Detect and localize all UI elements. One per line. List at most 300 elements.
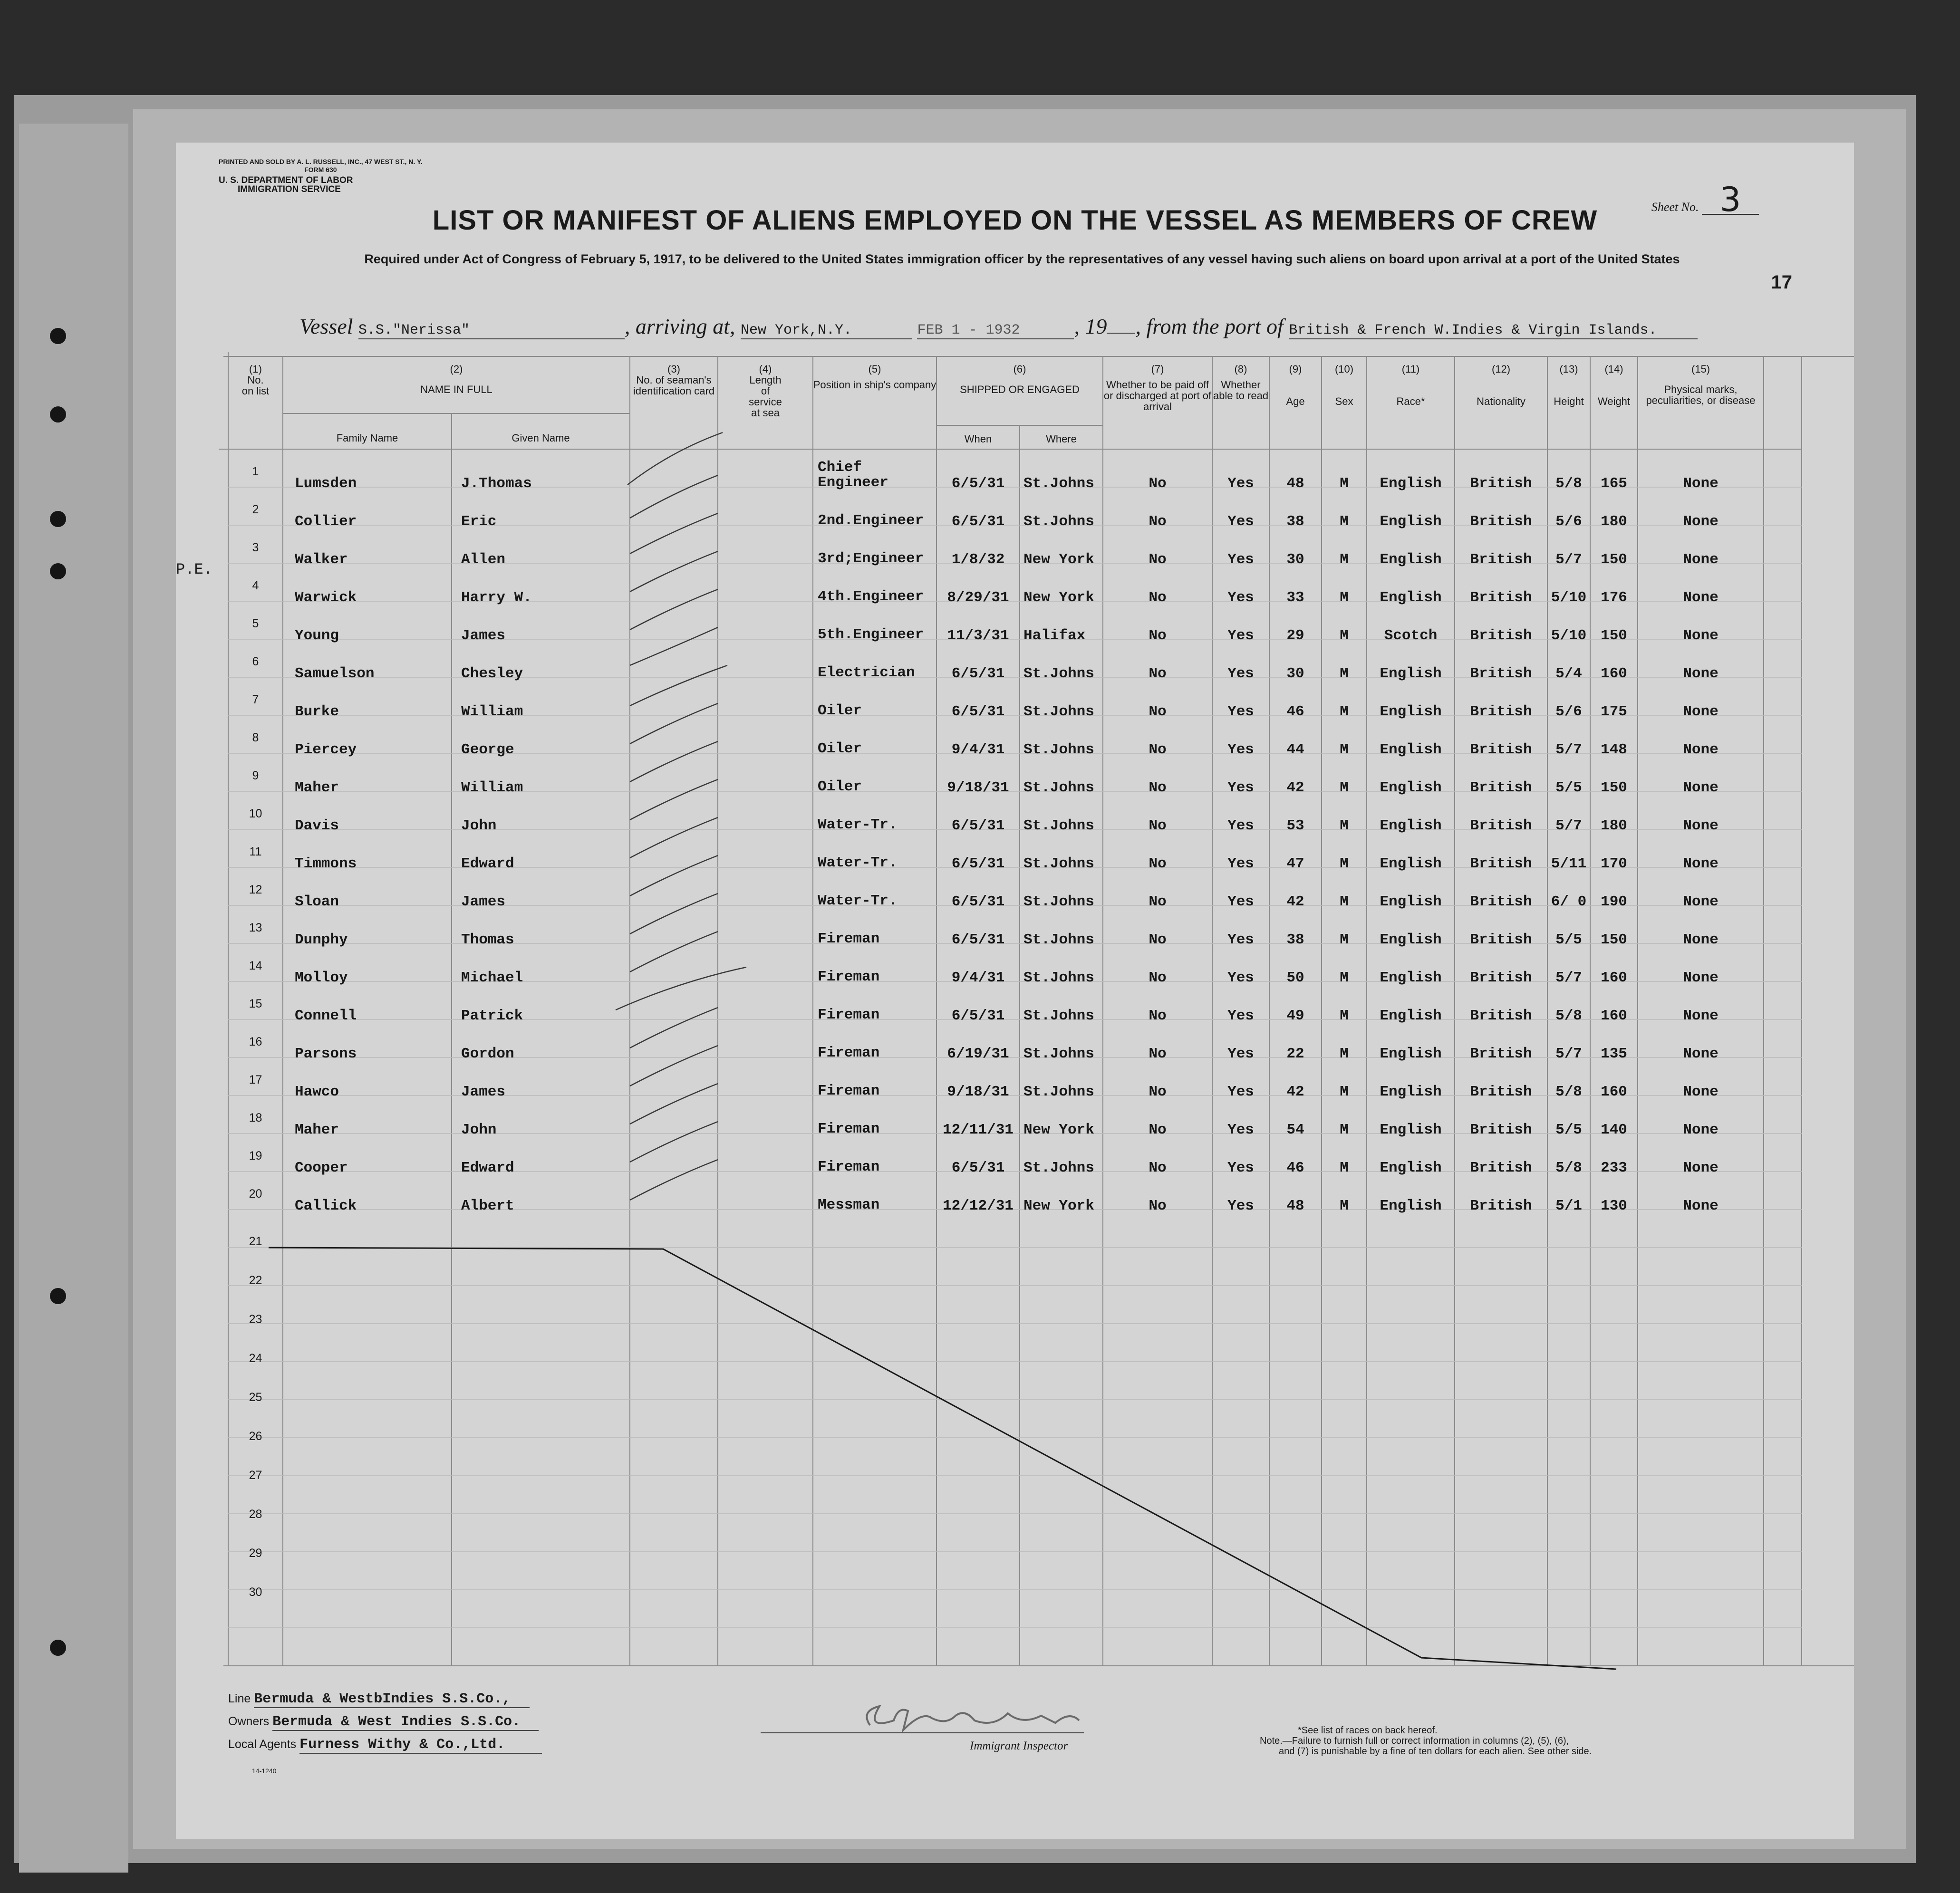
cell-where: St.Johns (1023, 817, 1094, 834)
cell-nationality: British (1470, 589, 1532, 606)
cell-marks: None (1683, 551, 1719, 568)
cell-marks: None (1683, 1084, 1719, 1100)
col11-num: (11) (1401, 363, 1420, 375)
cell-position: Water-Tr. (818, 817, 898, 833)
col15-label: Physical marks, peculiarities, or disease (1646, 384, 1756, 406)
cell-when: 6/5/31 (951, 513, 1005, 530)
cell-nationality: British (1470, 627, 1532, 644)
cell-race: English (1380, 779, 1442, 796)
cell-where: St.Johns (1023, 932, 1094, 948)
cell-age: 38 (1286, 932, 1304, 948)
cell-age: 42 (1286, 1084, 1304, 1100)
cell-read: Yes (1227, 932, 1254, 948)
cell-paid: No (1149, 741, 1167, 758)
cell-read: Yes (1227, 970, 1254, 986)
cell-nationality: British (1470, 779, 1532, 796)
cell-given: Gordon (461, 1046, 514, 1062)
col2-label: NAME IN FULL (420, 384, 492, 395)
cell-read: Yes (1227, 551, 1254, 568)
cell-paid: No (1149, 1198, 1167, 1214)
arrival-date-stamp: FEB 1 - 1932 (917, 322, 1074, 339)
cell-when: 6/5/31 (951, 932, 1005, 948)
cell-where: St.Johns (1023, 855, 1094, 872)
cell-family: Cooper (295, 1160, 348, 1176)
col12-num: (12) (1491, 363, 1511, 375)
cell-weight: 160 (1601, 1084, 1627, 1100)
cell-family: Collier (295, 513, 357, 530)
cell-nationality: British (1470, 932, 1532, 948)
service-name: IMMIGRATION SERVICE (238, 184, 341, 194)
cell-race: English (1380, 1046, 1442, 1062)
cell-weight: 160 (1601, 1008, 1627, 1024)
row-number: 1 (252, 465, 259, 478)
cell-height: 5/7 (1555, 817, 1582, 834)
footer-owners (228, 1714, 539, 1731)
cell-race: English (1380, 1198, 1442, 1214)
cell-race: English (1380, 741, 1442, 758)
cell-read: Yes (1227, 1046, 1254, 1062)
cell-where: Halifax (1023, 627, 1086, 644)
cell-age: 33 (1286, 589, 1304, 606)
row-number: 29 (249, 1547, 262, 1560)
agents-value: Furness Withy & Co.,Ltd. (299, 1737, 542, 1754)
row-number: 27 (249, 1469, 262, 1482)
col15-header (1638, 364, 1764, 406)
cell-where: St.Johns (1023, 475, 1094, 492)
cell-age: 49 (1286, 1008, 1304, 1024)
binder-hole (50, 511, 66, 527)
cell-weight: 160 (1601, 665, 1627, 682)
col4-label: Length of service at sea (749, 374, 782, 419)
cell-position: Fireman (818, 931, 880, 947)
cell-given: William (461, 703, 523, 720)
cell-marks: None (1683, 1008, 1719, 1024)
cell-read: Yes (1227, 475, 1254, 492)
cell-race: English (1380, 665, 1442, 682)
cell-when: 6/5/31 (951, 1008, 1005, 1024)
cell-nationality: British (1470, 1084, 1532, 1100)
where-header: Where (1046, 433, 1077, 445)
cell-race: English (1380, 894, 1442, 910)
cell-where: St.Johns (1023, 741, 1094, 758)
from-label: , from the port of (1135, 314, 1284, 338)
binder-strip (19, 124, 128, 1873)
cell-marks: None (1683, 665, 1719, 682)
col6-label: SHIPPED OR ENGAGED (960, 384, 1080, 395)
cell-marks: None (1683, 475, 1719, 492)
cell-position: Oiler (818, 740, 862, 757)
cell-sex: M (1340, 1084, 1349, 1100)
cell-paid: No (1149, 1122, 1167, 1138)
cell-height: 5/7 (1555, 1046, 1582, 1062)
col9-num: (9) (1289, 363, 1302, 375)
row-number: 10 (249, 807, 262, 820)
cell-race: English (1380, 1008, 1442, 1024)
cell-read: Yes (1227, 894, 1254, 910)
cell-height: 5/4 (1555, 665, 1582, 682)
row-number: 2 (252, 503, 259, 516)
col14-num: (14) (1604, 363, 1623, 375)
cell-sex: M (1340, 1198, 1349, 1214)
cell-height: 6/ 0 (1551, 894, 1587, 910)
form-code: 14-1240 (252, 1767, 277, 1775)
cell-race: English (1380, 932, 1442, 948)
cell-when: 6/5/31 (951, 817, 1005, 834)
cell-age: 42 (1286, 779, 1304, 796)
cell-weight: 190 (1601, 894, 1627, 910)
document-title: LIST OR MANIFEST OF ALIENS EMPLOYED ON THE VESSEL AS MEMBERS OF CREW (432, 205, 1598, 236)
cell-race: English (1380, 1160, 1442, 1176)
cell-read: Yes (1227, 703, 1254, 720)
cell-weight: 160 (1601, 970, 1627, 986)
col8-label: Whether able to read (1213, 379, 1269, 402)
cell-age: 42 (1286, 894, 1304, 910)
cell-paid: No (1149, 970, 1167, 986)
cell-marks: None (1683, 1160, 1719, 1176)
cell-marks: None (1683, 513, 1719, 530)
cell-when: 12/12/31 (943, 1198, 1014, 1214)
cell-sex: M (1340, 894, 1349, 910)
cell-read: Yes (1227, 1084, 1254, 1100)
cell-read: Yes (1227, 855, 1254, 872)
cell-height: 5/5 (1555, 932, 1582, 948)
cell-when: 12/11/31 (943, 1122, 1014, 1138)
binder-hole (50, 1640, 66, 1656)
cell-when: 8/29/31 (947, 589, 1009, 606)
row-number: 8 (252, 731, 259, 744)
cell-given: Edward (461, 1160, 514, 1176)
cell-when: 9/18/31 (947, 1084, 1009, 1100)
binder-hole (50, 563, 66, 579)
cell-sex: M (1340, 551, 1349, 568)
cell-family: Hawco (295, 1084, 339, 1100)
cell-marks: None (1683, 741, 1719, 758)
col10-label: Sex (1335, 395, 1353, 407)
cell-age: 46 (1286, 703, 1304, 720)
cell-position: 3rd;Engineer (818, 550, 924, 567)
col5-num: (5) (868, 363, 881, 375)
department-name: U. S. DEPARTMENT OF LABOR (219, 175, 353, 185)
cell-given: James (461, 627, 506, 644)
cell-sex: M (1340, 741, 1349, 758)
cell-age: 30 (1286, 551, 1304, 568)
col14-label: Weight (1597, 395, 1631, 407)
cell-marks: None (1683, 589, 1719, 606)
cell-read: Yes (1227, 1198, 1254, 1214)
cell-where: New York (1023, 1198, 1094, 1214)
row-number: 18 (249, 1111, 262, 1124)
row-number: 6 (252, 655, 259, 668)
col6-num: (6) (1013, 363, 1026, 375)
col11-label: Race* (1396, 395, 1425, 407)
margin-mark: P.E. (176, 561, 212, 578)
col13-num: (13) (1559, 363, 1578, 375)
cell-height: 5/10 (1551, 589, 1587, 606)
binder-hole (50, 1288, 66, 1304)
cell-paid: No (1149, 703, 1167, 720)
cell-where: New York (1023, 551, 1094, 568)
cell-where: New York (1023, 1122, 1094, 1138)
cell-height: 5/5 (1555, 779, 1582, 796)
cell-sex: M (1340, 855, 1349, 872)
cell-weight: 130 (1601, 1198, 1627, 1214)
cell-paid: No (1149, 1008, 1167, 1024)
cell-age: 44 (1286, 741, 1304, 758)
cell-height: 5/10 (1551, 627, 1587, 644)
races-note: *See list of races on back hereof. (1298, 1725, 1438, 1736)
cell-paid: No (1149, 627, 1167, 644)
cell-when: 6/5/31 (951, 703, 1005, 720)
cell-height: 5/11 (1551, 855, 1587, 872)
cancellation-line (269, 1248, 1616, 1669)
col10-header (1322, 364, 1367, 407)
cell-when: 6/5/31 (951, 894, 1005, 910)
cell-where: St.Johns (1023, 1160, 1094, 1176)
cell-age: 54 (1286, 1122, 1304, 1138)
cell-age: 46 (1286, 1160, 1304, 1176)
cell-given: Eric (461, 513, 497, 530)
cell-marks: None (1683, 855, 1719, 872)
row-number: 23 (249, 1313, 262, 1326)
cell-weight: 150 (1601, 932, 1627, 948)
cell-paid: No (1149, 894, 1167, 910)
cell-marks: None (1683, 1122, 1719, 1138)
cell-nationality: British (1470, 1198, 1532, 1214)
col14-header (1590, 364, 1638, 407)
family-name-header: Family Name (336, 432, 398, 444)
cell-age: 38 (1286, 513, 1304, 530)
cell-where: St.Johns (1023, 894, 1094, 910)
inspector-label: Immigrant Inspector (970, 1739, 1068, 1752)
cell-family: Sloan (295, 894, 339, 910)
col15-num: (15) (1691, 363, 1710, 375)
col2-header (283, 364, 630, 395)
binder-hole (50, 406, 66, 423)
cell-sex: M (1340, 703, 1349, 720)
cell-family: Young (295, 627, 339, 644)
row-number: 13 (249, 921, 262, 934)
cell-marks: None (1683, 1198, 1719, 1214)
footer-line (228, 1691, 530, 1708)
cell-nationality: British (1470, 894, 1532, 910)
sheet-value: 3 (1702, 185, 1759, 215)
row-number: 17 (249, 1073, 262, 1086)
cell-family: Maher (295, 1122, 339, 1138)
when-header: When (964, 433, 992, 445)
cell-given: Albert (461, 1198, 514, 1214)
cell-nationality: British (1470, 551, 1532, 568)
col7-header (1103, 364, 1212, 412)
cell-position: Fireman (818, 1159, 880, 1175)
cell-paid: No (1149, 855, 1167, 872)
line-value: Bermuda & WestbIndies S.S.Co., (254, 1691, 530, 1708)
cell-nationality: British (1470, 855, 1532, 872)
cell-nationality: British (1470, 513, 1532, 530)
cell-height: 5/8 (1555, 475, 1582, 492)
cell-height: 5/6 (1555, 703, 1582, 720)
cell-read: Yes (1227, 665, 1254, 682)
col10-num: (10) (1334, 363, 1354, 375)
cell-nationality: British (1470, 1046, 1532, 1062)
row-number: 11 (249, 845, 262, 858)
vessel-label: Vessel (299, 314, 353, 338)
cell-given: John (461, 817, 497, 834)
cell-weight: 150 (1601, 551, 1627, 568)
cell-paid: No (1149, 932, 1167, 948)
cell-race: Scotch (1384, 627, 1438, 644)
identification-check-marks (616, 432, 746, 1200)
col12-label: Nationality (1477, 395, 1526, 407)
col1-header (228, 364, 283, 396)
cell-race: English (1380, 513, 1442, 530)
row-number: 15 (249, 997, 262, 1010)
row-number: 16 (249, 1035, 262, 1048)
cell-given: Thomas (461, 932, 514, 948)
cell-family: Dunphy (295, 932, 348, 948)
cell-where: St.Johns (1023, 665, 1094, 682)
cell-read: Yes (1227, 779, 1254, 796)
cell-family: Timmons (295, 855, 357, 872)
cell-given: Allen (461, 551, 506, 568)
cell-height: 5/5 (1555, 1122, 1582, 1138)
cell-where: St.Johns (1023, 513, 1094, 530)
cell-position: 5th.Engineer (818, 626, 924, 643)
col9-label: Age (1286, 395, 1305, 407)
row-number: 22 (249, 1274, 262, 1287)
cell-race: English (1380, 551, 1442, 568)
cell-race: English (1380, 589, 1442, 606)
cell-read: Yes (1227, 741, 1254, 758)
cell-position: 4th.Engineer (818, 588, 924, 605)
arrival-port: New York,N.Y. (741, 322, 912, 339)
cell-paid: No (1149, 665, 1167, 682)
col13-label: Height (1554, 395, 1584, 407)
cell-sex: M (1340, 817, 1349, 834)
cell-when: 11/3/31 (947, 627, 1009, 644)
col7-num: (7) (1151, 363, 1164, 375)
col12-header (1455, 364, 1547, 407)
cell-read: Yes (1227, 513, 1254, 530)
cell-nationality: British (1470, 475, 1532, 492)
footer-agents (228, 1737, 542, 1754)
cell-paid: No (1149, 1084, 1167, 1100)
cell-given: James (461, 1084, 506, 1100)
cell-when: 9/4/31 (951, 970, 1005, 986)
cell-given: George (461, 741, 514, 758)
row-number: 5 (252, 617, 259, 630)
cell-weight: 180 (1601, 817, 1627, 834)
cell-sex: M (1340, 1160, 1349, 1176)
cell-position: Oiler (818, 778, 862, 795)
cell-given: Michael (461, 970, 523, 986)
cell-paid: No (1149, 513, 1167, 530)
cell-when: 9/18/31 (947, 779, 1009, 796)
cell-position: Fireman (818, 1121, 880, 1137)
cell-family: Walker (295, 551, 348, 568)
printer-line: PRINTED AND SOLD BY A. L. RUSSELL, INC., 47 WEST ST., N. Y. (219, 158, 423, 165)
cell-race: English (1380, 475, 1442, 492)
cell-paid: No (1149, 1046, 1167, 1062)
col3-label: No. of seaman's identification card (633, 374, 715, 397)
cell-marks: None (1683, 1046, 1719, 1062)
cell-when: 6/19/31 (947, 1046, 1009, 1062)
cell-height: 5/6 (1555, 513, 1582, 530)
row-number: 20 (249, 1187, 262, 1201)
cell-position: Fireman (818, 969, 880, 985)
cell-read: Yes (1227, 1122, 1254, 1138)
cell-position: Fireman (818, 1007, 880, 1023)
cell-weight: 180 (1601, 513, 1627, 530)
cell-nationality: British (1470, 1122, 1532, 1138)
cell-marks: None (1683, 627, 1719, 644)
cell-given: Chesley (461, 665, 523, 682)
cell-nationality: British (1470, 741, 1532, 758)
cell-nationality: British (1470, 1160, 1532, 1176)
cell-paid: No (1149, 589, 1167, 606)
cell-paid: No (1149, 779, 1167, 796)
cell-position: Messman (818, 1197, 880, 1213)
cell-family: Samuelson (295, 665, 375, 682)
cell-given: John (461, 1122, 497, 1138)
form-number: FORM 630 (304, 166, 337, 173)
binder-hole (50, 328, 66, 344)
col13-header (1547, 364, 1590, 407)
cell-marks: None (1683, 779, 1719, 796)
col9-header (1269, 364, 1322, 407)
cell-position: 2nd.Engineer (818, 512, 924, 529)
cell-family: Piercey (295, 741, 357, 758)
cell-where: St.Johns (1023, 1046, 1094, 1062)
col3-header (630, 364, 718, 396)
cell-read: Yes (1227, 1008, 1254, 1024)
row-number: 4 (252, 579, 259, 592)
cell-where: St.Johns (1023, 703, 1094, 720)
cell-when: 6/5/31 (951, 1160, 1005, 1176)
cell-sex: M (1340, 932, 1349, 948)
col2-num: (2) (450, 363, 463, 375)
row-number: 21 (249, 1235, 262, 1248)
cell-when: 6/5/31 (951, 475, 1005, 492)
cell-race: English (1380, 1122, 1442, 1138)
row-number: 7 (252, 693, 259, 706)
cell-weight: 175 (1601, 703, 1627, 720)
cell-position: Fireman (818, 1045, 880, 1061)
cell-where: St.Johns (1023, 779, 1094, 796)
cell-height: 5/8 (1555, 1160, 1582, 1176)
cell-position: Fireman (818, 1083, 880, 1099)
cell-weight: 233 (1601, 1160, 1627, 1176)
cell-given: Harry W. (461, 589, 532, 606)
cell-race: English (1380, 817, 1442, 834)
row-number: 26 (249, 1430, 262, 1443)
year-label: , 19 (1074, 314, 1107, 338)
cell-height: 5/7 (1555, 970, 1582, 986)
cell-sex: M (1340, 1008, 1349, 1024)
row-number: 9 (252, 769, 259, 782)
cell-family: Lumsden (295, 475, 357, 492)
cell-where: St.Johns (1023, 1008, 1094, 1024)
cell-age: 50 (1286, 970, 1304, 986)
cell-when: 6/5/31 (951, 855, 1005, 872)
cell-family: Molloy (295, 970, 348, 986)
cell-nationality: British (1470, 817, 1532, 834)
row-number: 24 (249, 1352, 262, 1365)
note-line-2: and (7) is punishable by a fine of ten dollars for each alien. See other side. (1279, 1746, 1592, 1757)
cell-given: Edward (461, 855, 514, 872)
cell-where: New York (1023, 589, 1094, 606)
cell-race: English (1380, 703, 1442, 720)
cell-read: Yes (1227, 817, 1254, 834)
